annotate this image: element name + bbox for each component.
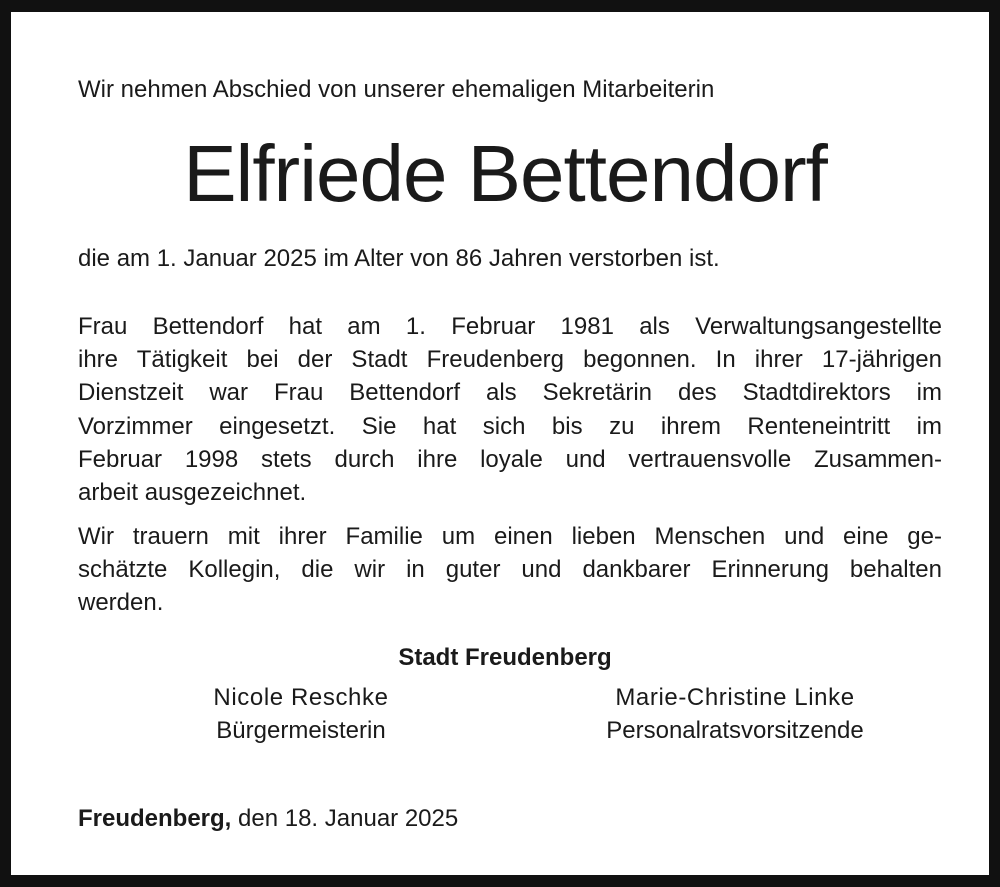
mourning-paragraph (78, 520, 942, 620)
signatory-role: Bürgermeisterin (216, 717, 386, 744)
place-name: Freudenberg, (78, 805, 232, 832)
signatory-staff-council (562, 681, 908, 747)
paragraph-line: werden. (78, 589, 164, 617)
place-date-line (78, 803, 458, 835)
intro-line: Wir nehmen Abschied von unserer ehemaligen Mitarbeiterin (78, 76, 715, 103)
signatory-mayor (136, 681, 466, 747)
paragraph-line: Frau Bettendorf hat am 1. Februar 1981 als Verwaltungsangestellte (78, 313, 942, 340)
organization-name: Stadt Freudenberg (398, 644, 612, 671)
paragraph-line: arbeit ausgezeichnet. (78, 479, 307, 507)
deceased-name: Elfriede Bettendorf (183, 129, 827, 218)
signatory-name: Marie-Christine Linke (615, 684, 855, 711)
paragraph-line: Februar 1998 stets durch ihre loyale und vertrauensvolle Zusammen- (78, 445, 942, 473)
paragraph-line: Wir trauern mit ihrer Familie um einen lieben Menschen und eine ge- (78, 523, 942, 550)
signatory-name: Nicole Reschke (213, 684, 389, 711)
career-paragraph (78, 310, 942, 509)
paragraph-line: Dienstzeit war Frau Bettendorf als Sekretärin des Stadtdirektors im (78, 379, 942, 407)
paragraph-line: schätzte Kollegin, die wir in guter und dankbarer Erinnerung behalten (78, 556, 942, 584)
paragraph-line: Vorzimmer eingesetzt. Sie hat sich bis zu ihrem Renteneintritt im (78, 412, 942, 440)
death-info-line: die am 1. Januar 2025 im Alter von 86 Jahren verstorben ist. (78, 245, 720, 272)
date-text: den 18. Januar 2025 (231, 805, 459, 832)
signatory-role: Personalratsvorsitzende (606, 717, 864, 744)
paragraph-line: ihre Tätigkeit bei der Stadt Freudenberg begonnen. In ihrer 17-jährigen (78, 346, 942, 374)
